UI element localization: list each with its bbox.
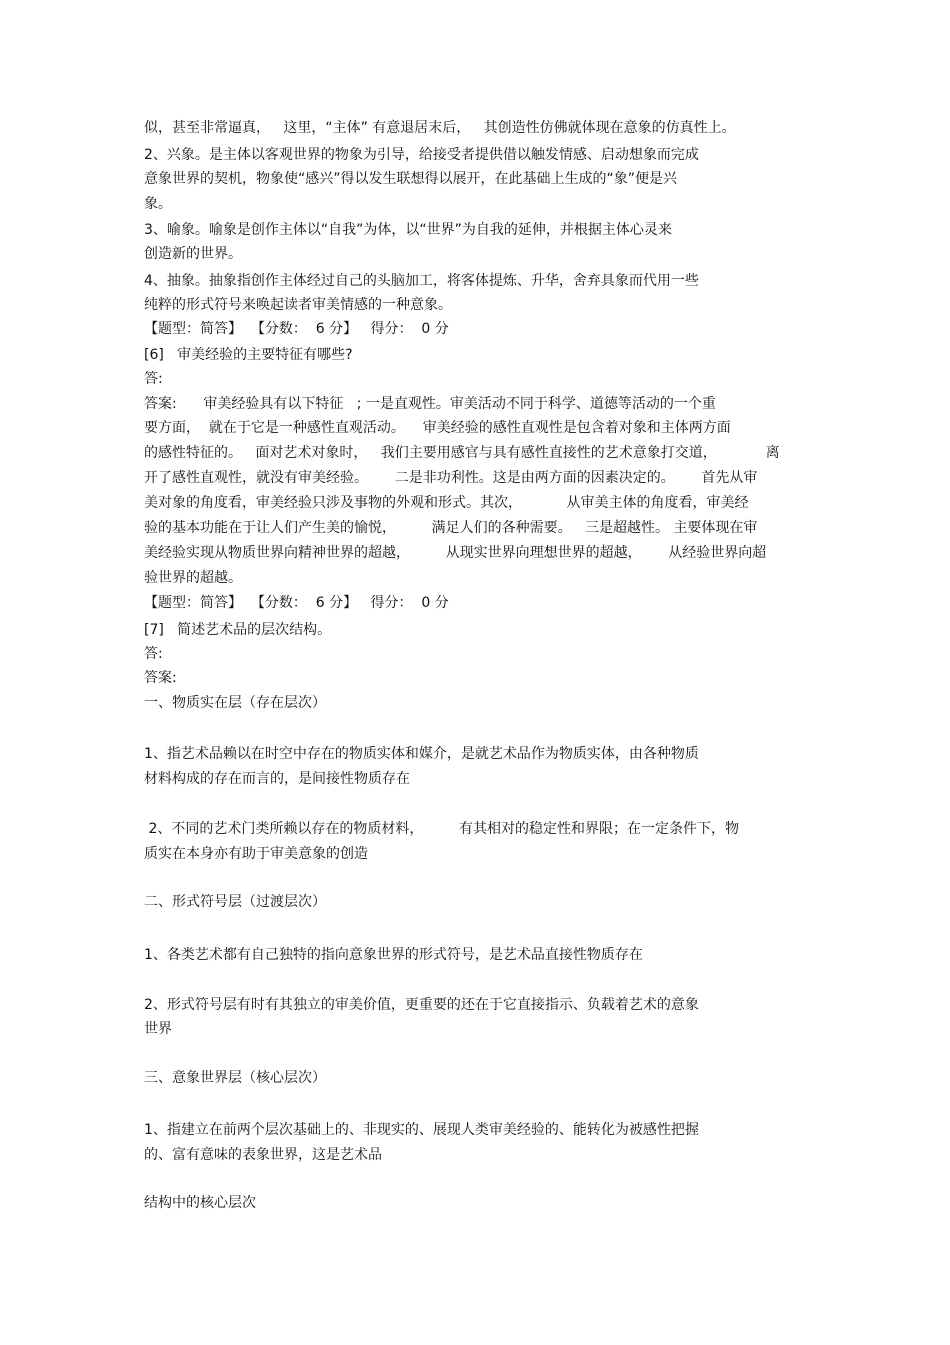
text-line: 创造新的世界。 xyxy=(144,246,242,262)
answer-text: 开了感性直观性，就没有审美经验。 二是非功利性。这是由两方面的因素决定的。 首先从审 xyxy=(144,470,758,486)
text-line: 4、抽象。抽象指创作主体经过自己的头脑加工，将客体提炼、升华，舍弃具象而代用一些 xyxy=(144,273,699,289)
answer-text: 答案: 审美经验具有以下特征 ; 一是直观性。审美活动不同于科学、道德等活动的一个重 xyxy=(144,396,716,412)
text-line: 纯粹的形式符号来唤起读者审美情感的一种意象。 xyxy=(144,297,452,313)
text-line: 3、喻象。喻象是创作主体以“自我”为体，以“世界”为自我的延伸，并根据主体心灵来 xyxy=(144,222,672,238)
answer-label: 答: xyxy=(144,371,163,387)
answer-text: 2、形式符号层有时有其独立的审美价值，更重要的还在于它直接指示、负载着艺术的意象 xyxy=(144,997,699,1013)
text-line: 2、兴象。是主体以客观世界的物象为引导，给接受者提供借以触发情感、启动想象而完成 xyxy=(144,147,699,163)
answer-text: 的、富有意味的表象世界，这是艺术品 xyxy=(144,1147,382,1163)
answer-text: 美对象的角度看，审美经验只涉及事物的外观和形式。其次， 从审美主体的角度看，审美经 xyxy=(144,495,749,511)
text-line: 象。 xyxy=(144,196,172,212)
answer-text: 1、指艺术品赖以在时空中存在的物质实体和媒介，是就艺术品作为物质实体，由各种物质 xyxy=(144,746,699,762)
section-heading: 二、形式符号层（过渡层次） xyxy=(144,894,326,910)
answer-text: 1、指建立在前两个层次基础上的、非现实的、展现人类审美经验的、能转化为被感性把握 xyxy=(144,1122,699,1138)
answer-text: 质实在本身亦有助于审美意象的创造 xyxy=(144,846,368,862)
answer-text: 世界 xyxy=(144,1021,172,1037)
text-line: 似，甚至非常逼真， 这里，“主体” 有意退居末后， 其创造性仿佛就体现在意象的仿真性上。 xyxy=(144,120,736,136)
answer-text: 2、不同的艺术门类所赖以存在的物质材料， 有其相对的稳定性和界限；在一定条件下，物 xyxy=(144,821,739,837)
answer-text: 验世界的超越。 xyxy=(144,570,242,586)
answer-text: 美经验实现从物质世界向精神世界的超越， 从现实世界向理想世界的超越， 从经验世界向超 xyxy=(144,545,767,561)
answer-text: 验的基本功能在于让人们产生美的愉悦， 满足人们的各种需要。 三是超越性。 主要体现在审 xyxy=(144,520,758,536)
answer-label: 答: xyxy=(144,646,163,662)
answer-text: 的感性特征的。 面对艺术对象时， 我们主要用感官与具有感性直接性的艺术意象打交道， 离 xyxy=(144,445,780,461)
question-meta: 【题型：简答】 【分数： 6 分】 得分： 0 分 xyxy=(144,595,449,611)
question-title: [7] 简述艺术品的层次结构。 xyxy=(144,622,332,638)
answer-text: 1、各类艺术都有自己独特的指向意象世界的形式符号，是艺术品直接性物质存在 xyxy=(144,947,643,963)
answer-text: 结构中的核心层次 xyxy=(144,1195,256,1211)
question-meta: 【题型：简答】 【分数： 6 分】 得分： 0 分 xyxy=(144,321,449,337)
section-heading: 三、意象世界层（核心层次） xyxy=(144,1070,326,1086)
answer-text: 材料构成的存在而言的，是间接性物质存在 xyxy=(144,771,410,787)
question-title: [6] 审美经验的主要特征有哪些? xyxy=(144,347,353,363)
text-line: 意象世界的契机，物象使“感兴”得以发生联想得以展开，在此基础上生成的“象”便是兴 xyxy=(144,171,678,187)
answer-label: 答案: xyxy=(144,670,177,686)
section-heading: 一、物质实在层（存在层次） xyxy=(144,695,326,711)
answer-text: 要方面， 就在于它是一种感性直观活动。 审美经验的感性直观性是包含着对象和主体两方面 xyxy=(144,420,731,436)
